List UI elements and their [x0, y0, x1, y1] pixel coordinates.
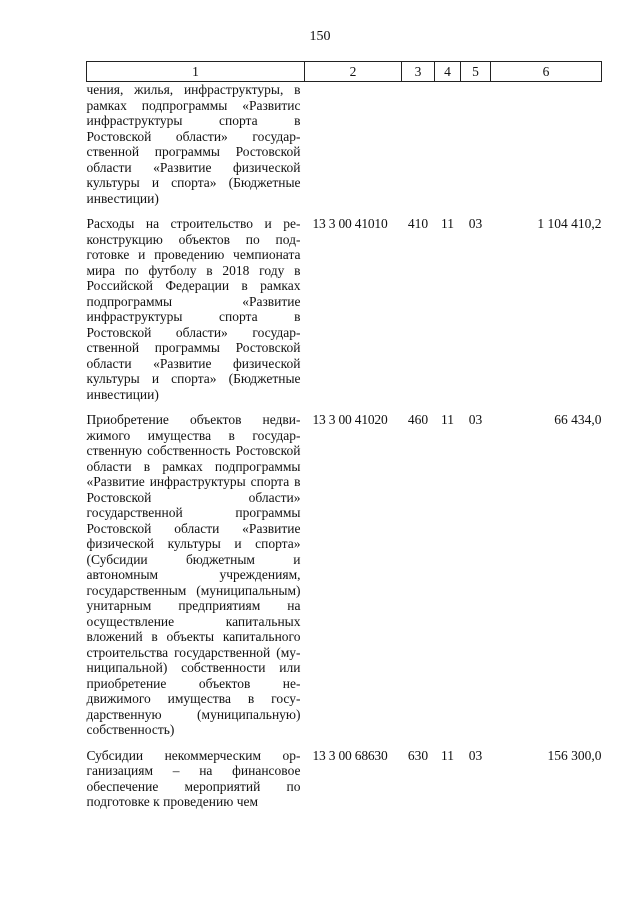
row-vr: 630 — [407, 747, 429, 763]
budget-table — [86, 61, 602, 820]
row-description: Расходы на строительство и реконструкцию объектов по подготовке и проведению чемпионата мира по футболу в 2018 году в Российской Федерации в рамках подпрограммы «Развитие инфраструктуры спорта в Ростовской области» государственной программы Ростовской области «Развитие физической культуры и спорта» (Бюджетные инвестиции) — [86, 216, 301, 402]
table-row — [87, 412, 602, 748]
table-row — [87, 748, 602, 820]
row-rz — [435, 82, 461, 217]
row-pr: 03 — [468, 747, 483, 763]
row-description: Приобретение объектов недвижимого имущества в государственную собственность Ростовской области в рамках подпрограммы «Развитие инфраструктуры спорта в Ростовской области» государственной программы Ростовской области «Развитие физической культуры и спорта» (Субсидии бюджетным и автономным учреждениям, государственным (муниципальным) унитарным предприятиям на осуществление капитальных вложений в объекты капитального строительства государственной (муниципальной) собственности или приобретение объектов недвижимого имущества в государственную (муниципальную) собственность) — [86, 412, 301, 737]
row-pr — [461, 82, 491, 217]
row-amount: 66 434,0 — [554, 412, 602, 427]
row-amount: 1 104 410,2 — [537, 216, 602, 231]
row-code: 13 3 00 41010 — [312, 216, 388, 231]
row-code: 13 3 00 68630 — [312, 747, 388, 763]
row-pr: 03 — [468, 412, 483, 427]
row-amount — [491, 82, 602, 217]
row-code — [305, 82, 402, 217]
row-vr — [402, 82, 435, 217]
row-code: 13 3 00 41020 — [312, 412, 388, 427]
header-col-5: 5 — [461, 62, 491, 82]
header-col-2: 2 — [305, 62, 402, 82]
row-vr: 410 — [407, 216, 429, 231]
row-vr: 460 — [407, 412, 429, 427]
table-header-row — [87, 62, 602, 82]
header-col-6: 6 — [491, 62, 602, 82]
header-col-1: 1 — [87, 62, 305, 82]
row-description: Субсидии некоммерческим организациям – на финансовое обеспечение мероприятий по подготовке к проведению чем — [86, 747, 301, 809]
row-amount: 156 300,0 — [547, 747, 602, 763]
row-pr: 03 — [468, 216, 483, 231]
header-col-3: 3 — [402, 62, 435, 82]
table-row — [87, 82, 602, 217]
header-col-4: 4 — [435, 62, 461, 82]
page-number: 150 — [309, 29, 331, 44]
row-rz: 11 — [441, 216, 454, 231]
row-rz: 11 — [441, 412, 454, 427]
table-row — [87, 216, 602, 412]
row-description: чения, жилья, инфраструктуры, в рамках подпрограммы «Развитис инфраструктуры спорта в Ростовской области» государственной программы Ростовской области «Развитие физической культуры и спорта» (Бюджетные инвестиции) — [86, 82, 301, 206]
row-rz: 11 — [441, 747, 454, 763]
